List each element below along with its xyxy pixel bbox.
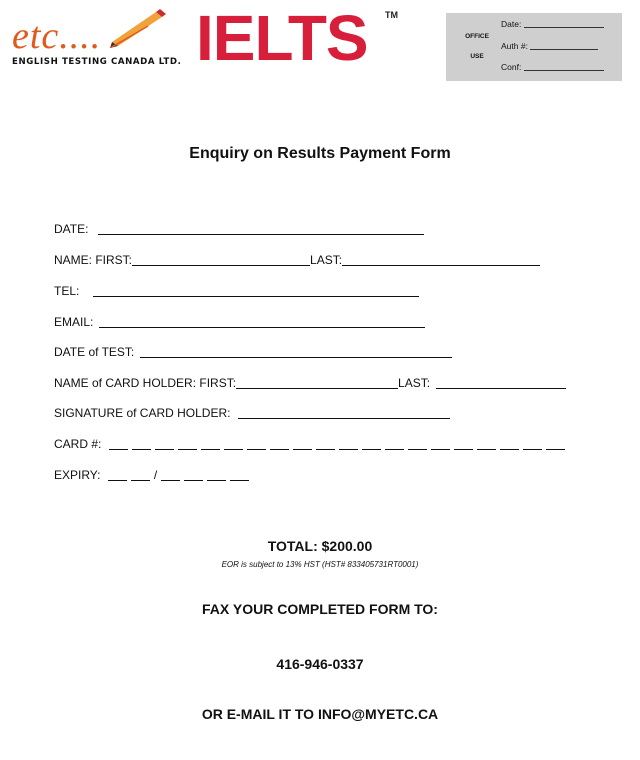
date-field[interactable] xyxy=(98,223,424,235)
hst-note: EOR is subject to 13% HST (HST# 833405731RT0001) xyxy=(221,560,419,569)
card-digit-blank[interactable] xyxy=(109,438,128,450)
name-first-label: NAME: FIRST: xyxy=(54,253,133,267)
tel-field[interactable] xyxy=(93,285,419,297)
date-of-test-field[interactable] xyxy=(140,346,452,358)
card-digit-blank[interactable] xyxy=(408,438,427,450)
card-digit-blank[interactable] xyxy=(385,438,404,450)
signature-row xyxy=(54,406,450,420)
name-row xyxy=(54,253,540,267)
expiry-label: EXPIRY: xyxy=(54,468,101,482)
card-digit-blank[interactable] xyxy=(178,438,197,450)
name-last-label: LAST: xyxy=(310,253,343,267)
office-use-box xyxy=(446,13,622,81)
email-label: EMAIL: xyxy=(54,315,94,329)
email-row xyxy=(54,315,425,329)
fax-number: 416-946-0337 xyxy=(276,656,364,672)
expiry-month-digit-1[interactable] xyxy=(108,469,127,481)
card-number-row xyxy=(54,437,569,451)
card-digit-blank[interactable] xyxy=(362,438,381,450)
ielts-logo: IELTS xyxy=(196,2,368,74)
card-holder-first-label: NAME of CARD HOLDER: FIRST: xyxy=(54,376,237,390)
etc-logo xyxy=(12,8,182,70)
total-amount: TOTAL: $200.00 xyxy=(267,538,373,554)
date-row xyxy=(54,222,424,236)
card-digit-blank[interactable] xyxy=(431,438,450,450)
card-number-field[interactable] xyxy=(105,437,569,451)
card-digit-blank[interactable] xyxy=(224,438,243,450)
office-auth-line[interactable] xyxy=(530,49,598,50)
expiry-separator: / xyxy=(153,468,158,482)
date-label: DATE: xyxy=(54,222,89,236)
signature-label: SIGNATURE of CARD HOLDER: xyxy=(54,406,231,420)
office-conf-line[interactable] xyxy=(524,70,604,71)
card-digit-blank[interactable] xyxy=(155,438,174,450)
card-holder-last-label: LAST: xyxy=(398,376,431,390)
signature-field[interactable] xyxy=(238,407,450,419)
office-use-label-2: USE xyxy=(470,53,484,60)
office-conf-label: Conf: xyxy=(501,62,522,72)
office-auth-label: Auth #: xyxy=(501,41,528,51)
form-title: Enquiry on Results Payment Form xyxy=(189,145,451,162)
office-date-row xyxy=(501,19,604,29)
card-digit-blank[interactable] xyxy=(500,438,519,450)
card-digit-blank[interactable] xyxy=(247,438,266,450)
fax-instruction: FAX YOUR COMPLETED FORM TO: xyxy=(202,601,438,617)
expiry-row xyxy=(54,468,253,482)
card-digit-blank[interactable] xyxy=(339,438,358,450)
tel-row xyxy=(54,284,419,298)
date-of-test-label: DATE of TEST: xyxy=(54,345,135,359)
expiry-year-digit-4[interactable] xyxy=(230,469,249,481)
tel-label: TEL: xyxy=(54,284,80,298)
trademark-mark: TM xyxy=(385,10,398,20)
expiry-year-digit-1[interactable] xyxy=(161,469,180,481)
card-digit-blank[interactable] xyxy=(546,438,565,450)
email-field[interactable] xyxy=(99,316,425,328)
expiry-year-digit-3[interactable] xyxy=(207,469,226,481)
expiry-year-digit-2[interactable] xyxy=(184,469,203,481)
etc-subtitle: ENGLISH TESTING CANADA LTD. xyxy=(12,57,182,67)
card-holder-row xyxy=(54,376,566,390)
name-first-field[interactable] xyxy=(132,254,310,266)
email-instruction: OR E-MAIL IT TO INFO@MYETC.CA xyxy=(201,706,439,722)
card-digit-blank[interactable] xyxy=(132,438,151,450)
expiry-month-digit-2[interactable] xyxy=(131,469,150,481)
card-number-label: CARD #: xyxy=(54,437,102,451)
card-holder-last-field[interactable] xyxy=(436,377,566,389)
card-digit-blank[interactable] xyxy=(201,438,220,450)
etc-logo-text: etc.... xyxy=(12,15,102,57)
office-date-line[interactable] xyxy=(524,27,604,28)
office-date-label: Date: xyxy=(501,19,522,29)
office-conf-row xyxy=(501,62,604,72)
pencil-icon xyxy=(108,8,168,48)
card-digit-blank[interactable] xyxy=(270,438,289,450)
card-digit-blank[interactable] xyxy=(477,438,496,450)
card-digit-blank[interactable] xyxy=(454,438,473,450)
card-holder-first-field[interactable] xyxy=(236,377,398,389)
date-of-test-row xyxy=(54,345,452,359)
card-digit-blank[interactable] xyxy=(523,438,542,450)
office-auth-row xyxy=(501,41,598,51)
card-digit-blank[interactable] xyxy=(316,438,335,450)
office-use-label: OFFICE xyxy=(465,33,489,40)
name-last-field[interactable] xyxy=(342,254,540,266)
card-digit-blank[interactable] xyxy=(293,438,312,450)
